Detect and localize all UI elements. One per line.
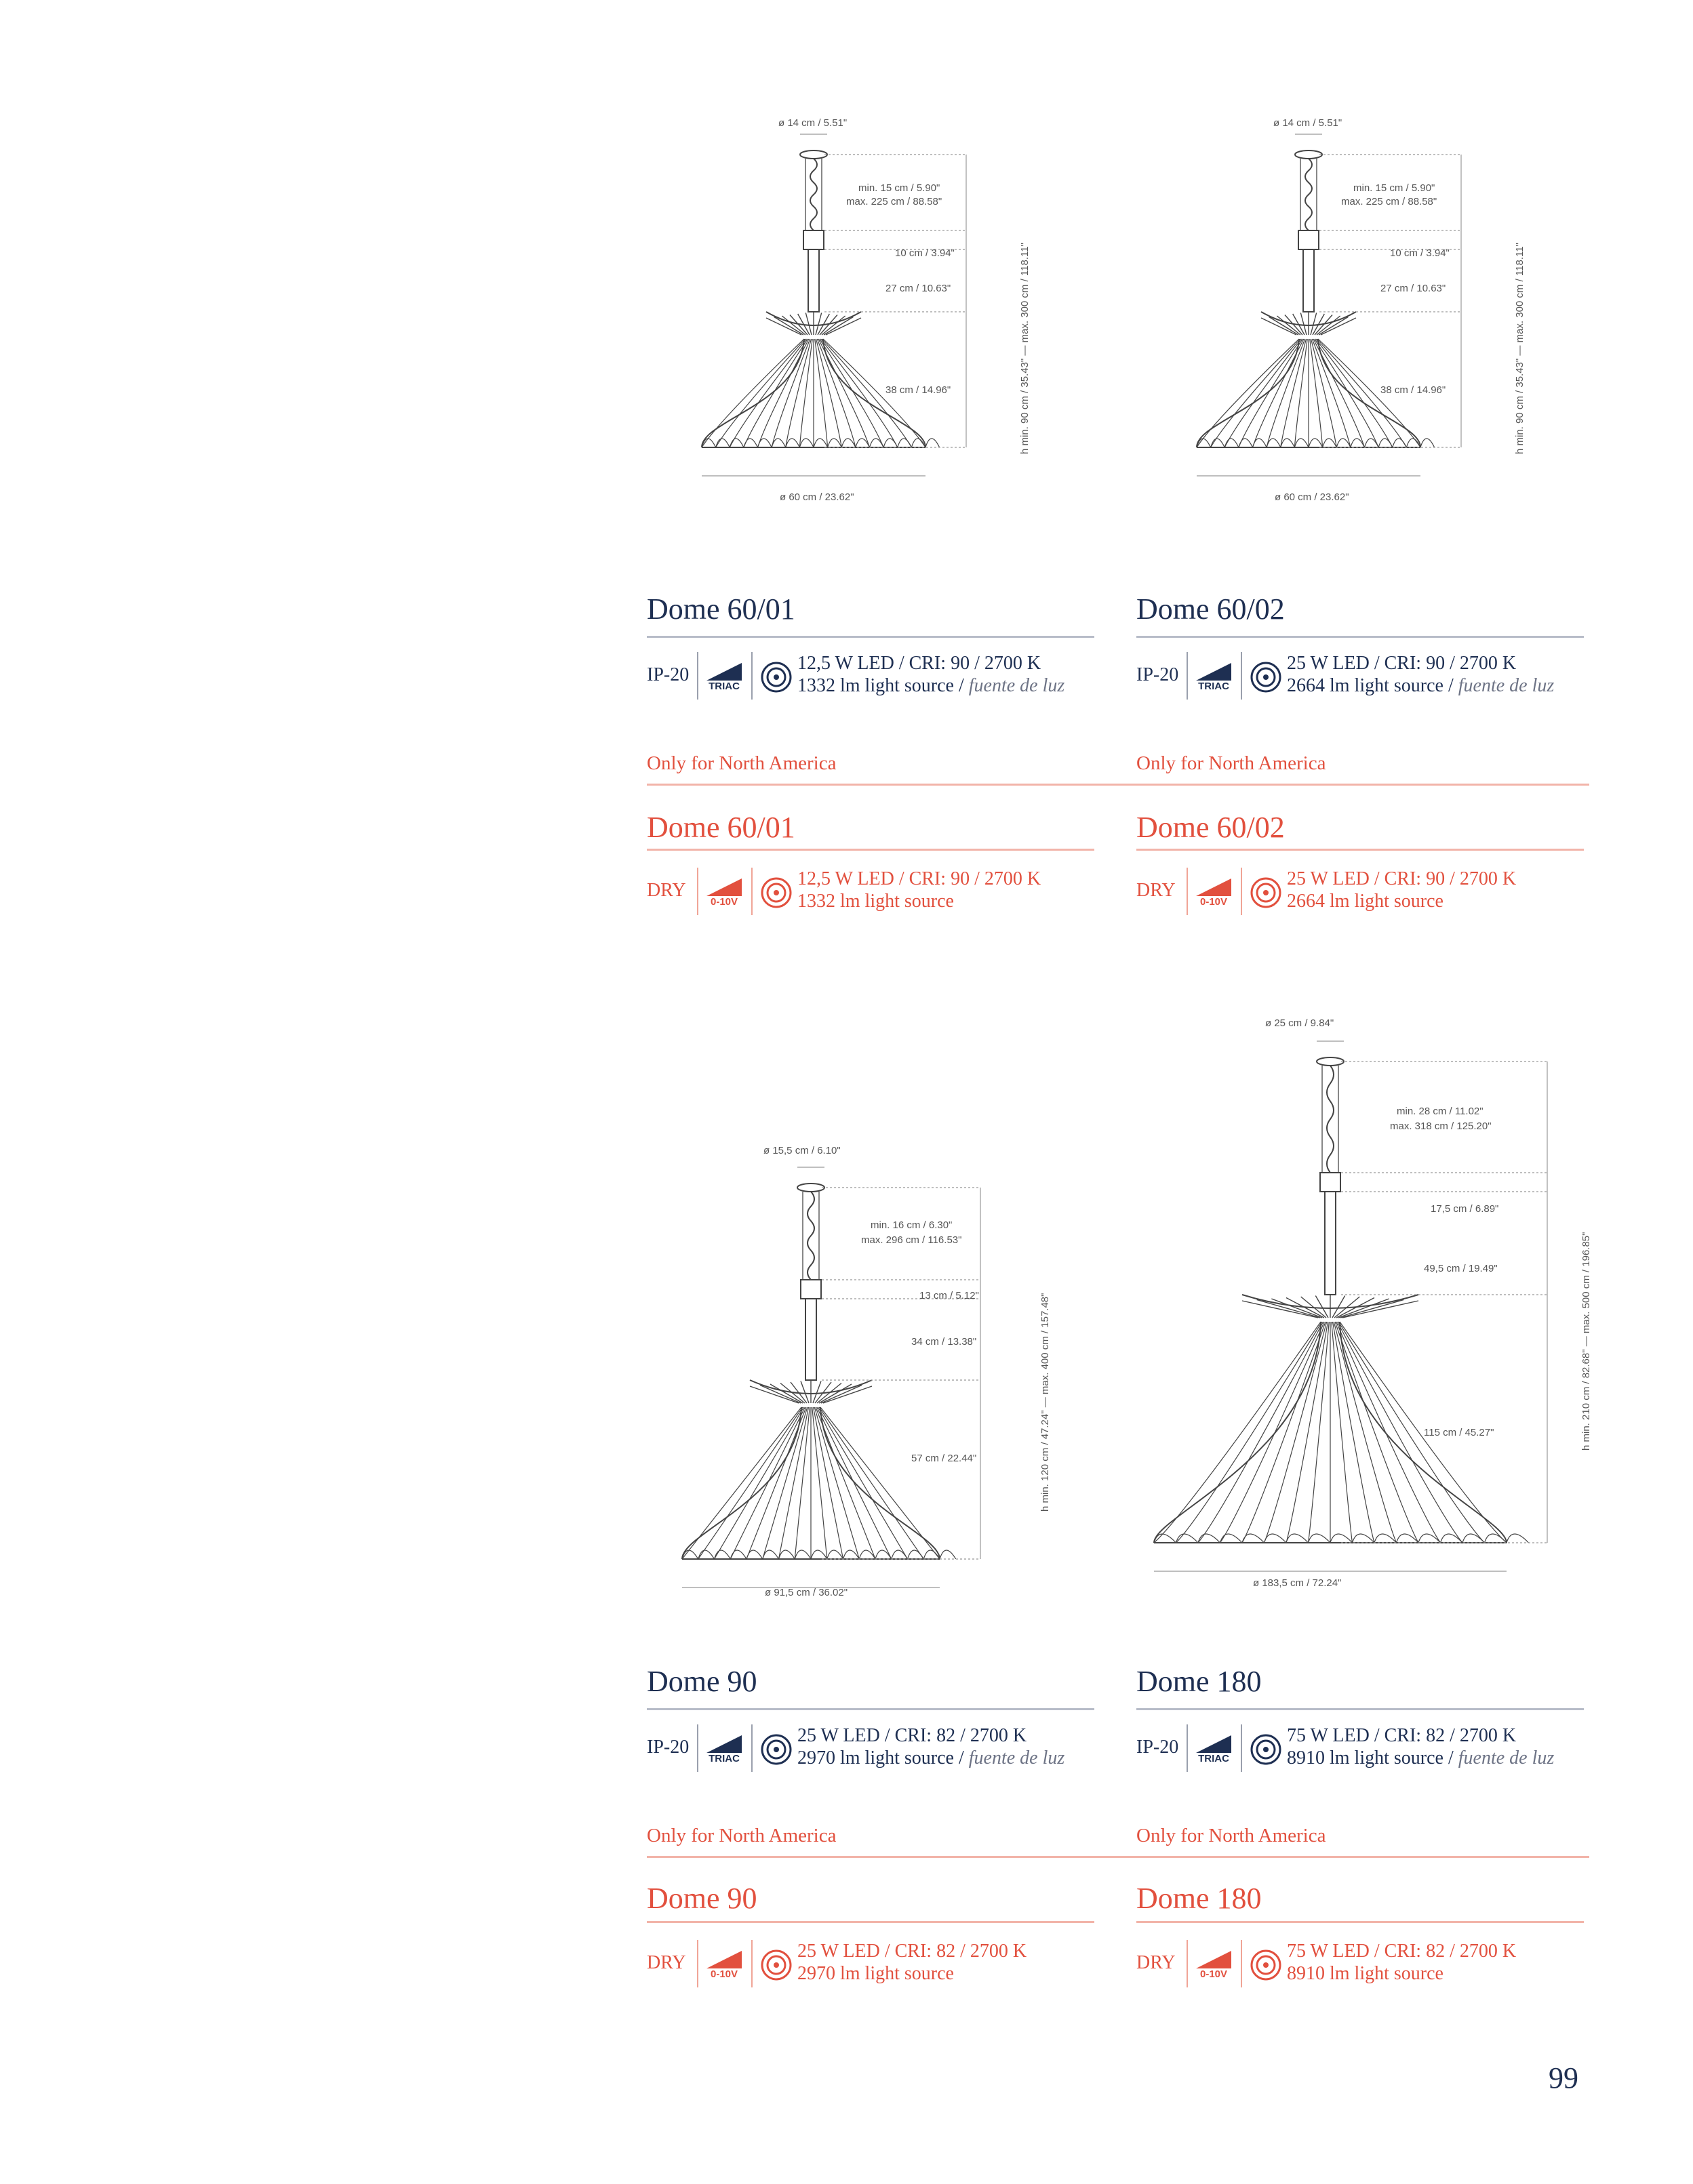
- led-source-icon: [1249, 660, 1283, 694]
- product-title-na: Dome 90: [647, 1882, 757, 1915]
- dim-cable-max: max. 296 cm / 116.53": [861, 1234, 962, 1246]
- dimmer-type: TRIAC: [709, 681, 740, 692]
- dim-bottom-diameter: ø 60 cm / 23.62": [780, 491, 854, 503]
- divider: [1187, 1940, 1188, 1987]
- protection-rating: IP-20: [647, 1737, 690, 1758]
- dim-total-height: h min. 90 cm / 35.43" — max. 300 cm / 118.11": [1514, 243, 1526, 454]
- title-rule: [1136, 1921, 1584, 1923]
- led-source-icon: [759, 876, 793, 910]
- led-source-icon: [759, 1948, 793, 1982]
- spec-line-1: 25 W LED / CRI: 90 / 2700 K: [1287, 653, 1517, 674]
- divider: [751, 1724, 753, 1772]
- dim-canopy: 10 cm / 3.94": [1390, 247, 1450, 259]
- divider: [1187, 1724, 1188, 1772]
- dim-cable-min: min. 16 cm / 6.30": [871, 1219, 953, 1231]
- protection-rating: IP-20: [1136, 1737, 1179, 1758]
- divider: [1187, 652, 1188, 700]
- note-rule: [647, 784, 1589, 786]
- spec-line-2: 2970 lm light source /: [797, 1747, 964, 1768]
- dim-total-height: h min. 120 cm / 47.24" — max. 400 cm / 157.48": [1039, 1293, 1051, 1512]
- dim-rod: 34 cm / 13.38": [911, 1336, 977, 1348]
- spec-line-2-spanish: fuente de luz: [1458, 675, 1555, 696]
- dim-cable-max: max. 225 cm / 88.58": [846, 196, 942, 207]
- dim-total-height: h min. 90 cm / 35.43" — max. 300 cm / 118.11": [1019, 243, 1031, 454]
- dimmer-type: 0-10V: [710, 1968, 738, 1980]
- product-title: Dome 60/01: [647, 592, 795, 626]
- dim-rod: 49,5 cm / 19.49": [1424, 1263, 1498, 1274]
- dim-top-diameter: ø 14 cm / 5.51": [778, 117, 848, 129]
- protection-rating: IP-20: [1136, 664, 1179, 685]
- spec-row-na: [647, 1939, 1121, 1990]
- led-source-icon: [759, 660, 793, 694]
- divider: [1241, 868, 1242, 915]
- spec-line-2-spanish: fuente de luz: [1458, 1747, 1555, 1768]
- spec-row-eu: [1136, 651, 1611, 702]
- north-america-note: Only for North America: [647, 752, 837, 774]
- north-america-note: Only for North America: [647, 1825, 837, 1846]
- spec-line-2-spanish: fuente de luz: [968, 1747, 1065, 1768]
- dim-cable-max: max. 318 cm / 125.20": [1390, 1120, 1492, 1132]
- divider: [751, 1940, 753, 1987]
- dim-canopy: 17,5 cm / 6.89": [1431, 1203, 1499, 1215]
- divider: [751, 868, 753, 915]
- protection-rating: DRY: [647, 1952, 686, 1973]
- title-rule: [1136, 849, 1584, 851]
- dimmer-type: 0-10V: [1199, 896, 1228, 908]
- spec-line-1: 12,5 W LED / CRI: 90 / 2700 K: [797, 868, 1041, 889]
- divider: [751, 652, 753, 700]
- spec-row-na: [647, 866, 1121, 918]
- dim-shade: 57 cm / 22.44": [911, 1453, 977, 1464]
- spec-line-2: 1332 lm light source /: [797, 675, 964, 696]
- product-title-na: Dome 60/02: [1136, 811, 1285, 844]
- led-source-icon: [1249, 876, 1283, 910]
- divider: [697, 652, 698, 700]
- note-rule: [647, 1856, 1589, 1858]
- spec-row-na: [1136, 1939, 1611, 1990]
- spec-line-1: 75 W LED / CRI: 82 / 2700 K: [1287, 1725, 1517, 1746]
- dim-cable-min: min. 28 cm / 11.02": [1397, 1106, 1483, 1117]
- product-title-na: Dome 180: [1136, 1882, 1262, 1915]
- spec-line-1: 75 W LED / CRI: 82 / 2700 K: [1287, 1941, 1517, 1962]
- divider: [1241, 652, 1242, 700]
- page-number: 99: [1549, 2061, 1578, 2095]
- dimmer-type: TRIAC: [709, 1753, 740, 1764]
- drawing-dome-90: [678, 1125, 1058, 1600]
- spec-line-1: 12,5 W LED / CRI: 90 / 2700 K: [797, 653, 1041, 674]
- dim-top-diameter: ø 15,5 cm / 6.10": [763, 1145, 841, 1156]
- dim-top-diameter: ø 25 cm / 9.84": [1265, 1017, 1334, 1029]
- dim-top-diameter: ø 14 cm / 5.51": [1273, 117, 1342, 129]
- dim-rod: 27 cm / 10.63": [885, 283, 951, 294]
- divider: [1187, 868, 1188, 915]
- spec-line-1: 25 W LED / CRI: 82 / 2700 K: [797, 1725, 1027, 1746]
- led-source-icon: [759, 1733, 793, 1766]
- dimmer-type: TRIAC: [1198, 1753, 1229, 1764]
- north-america-note: Only for North America: [1136, 1825, 1326, 1846]
- dim-rod: 27 cm / 10.63": [1380, 283, 1446, 294]
- spec-line-2: 8910 lm light source: [1287, 1963, 1443, 1984]
- divider: [1241, 1724, 1242, 1772]
- dim-total-height: h min. 210 cm / 82.68" — max. 500 cm / 196.85": [1580, 1232, 1592, 1451]
- spec-line-2: 2664 lm light source /: [1287, 675, 1454, 696]
- product-title: Dome 60/02: [1136, 592, 1285, 626]
- dim-bottom-diameter: ø 183,5 cm / 72.24": [1253, 1577, 1342, 1589]
- dim-canopy: 13 cm / 5.12": [919, 1290, 979, 1301]
- protection-rating: DRY: [1136, 1952, 1176, 1973]
- spec-row-eu: [647, 651, 1121, 702]
- dim-shade: 115 cm / 45.27": [1424, 1427, 1494, 1438]
- dimmer-type: TRIAC: [1198, 681, 1229, 692]
- divider: [697, 868, 698, 915]
- spec-line-2-spanish: fuente de luz: [968, 675, 1065, 696]
- spec-row-eu: [1136, 1723, 1611, 1775]
- dimension-drawing: [678, 1125, 1058, 1600]
- dim-bottom-diameter: ø 91,5 cm / 36.02": [765, 1587, 848, 1598]
- dim-shade: 38 cm / 14.96": [885, 384, 951, 396]
- dim-cable-min: min. 15 cm / 5.90": [858, 182, 940, 194]
- product-title-na: Dome 60/01: [647, 811, 795, 844]
- title-rule: [647, 849, 1094, 851]
- dimmer-type: 0-10V: [1199, 1968, 1228, 1980]
- drawing-dome-60-02: [1193, 108, 1546, 515]
- dim-cable-max: max. 225 cm / 88.58": [1341, 196, 1437, 207]
- protection-rating: DRY: [647, 880, 686, 901]
- dimension-drawing: [1139, 1010, 1600, 1606]
- spec-row-eu: [647, 1723, 1121, 1775]
- protection-rating: IP-20: [647, 664, 690, 685]
- led-source-icon: [1249, 1733, 1283, 1766]
- dimension-drawing: [1193, 108, 1546, 515]
- spec-line-2: 1332 lm light source: [797, 891, 954, 912]
- title-rule: [1136, 1708, 1584, 1710]
- product-title: Dome 90: [647, 1665, 757, 1698]
- divider: [697, 1940, 698, 1987]
- spec-line-2: 2970 lm light source: [797, 1963, 954, 1984]
- divider: [697, 1724, 698, 1772]
- spec-line-1: 25 W LED / CRI: 82 / 2700 K: [797, 1941, 1027, 1962]
- led-source-icon: [1249, 1948, 1283, 1982]
- dimension-drawing: [698, 108, 1051, 515]
- spec-line-2: 8910 lm light source /: [1287, 1747, 1454, 1768]
- drawing-dome-180: [1139, 1010, 1600, 1606]
- spec-row-na: [1136, 866, 1611, 918]
- drawing-dome-60-01: [698, 108, 1051, 515]
- dim-canopy: 10 cm / 3.94": [895, 247, 955, 259]
- product-title: Dome 180: [1136, 1665, 1262, 1698]
- divider: [1241, 1940, 1242, 1987]
- dimmer-type: 0-10V: [710, 896, 738, 908]
- spec-line-2: 2664 lm light source: [1287, 891, 1443, 912]
- title-rule: [1136, 636, 1584, 638]
- dim-shade: 38 cm / 14.96": [1380, 384, 1446, 396]
- protection-rating: DRY: [1136, 880, 1176, 901]
- title-rule: [647, 1708, 1094, 1710]
- title-rule: [647, 1921, 1094, 1923]
- title-rule: [647, 636, 1094, 638]
- dim-cable-min: min. 15 cm / 5.90": [1353, 182, 1435, 194]
- spec-line-1: 25 W LED / CRI: 90 / 2700 K: [1287, 868, 1517, 889]
- dim-bottom-diameter: ø 60 cm / 23.62": [1275, 491, 1349, 503]
- north-america-note: Only for North America: [1136, 752, 1326, 774]
